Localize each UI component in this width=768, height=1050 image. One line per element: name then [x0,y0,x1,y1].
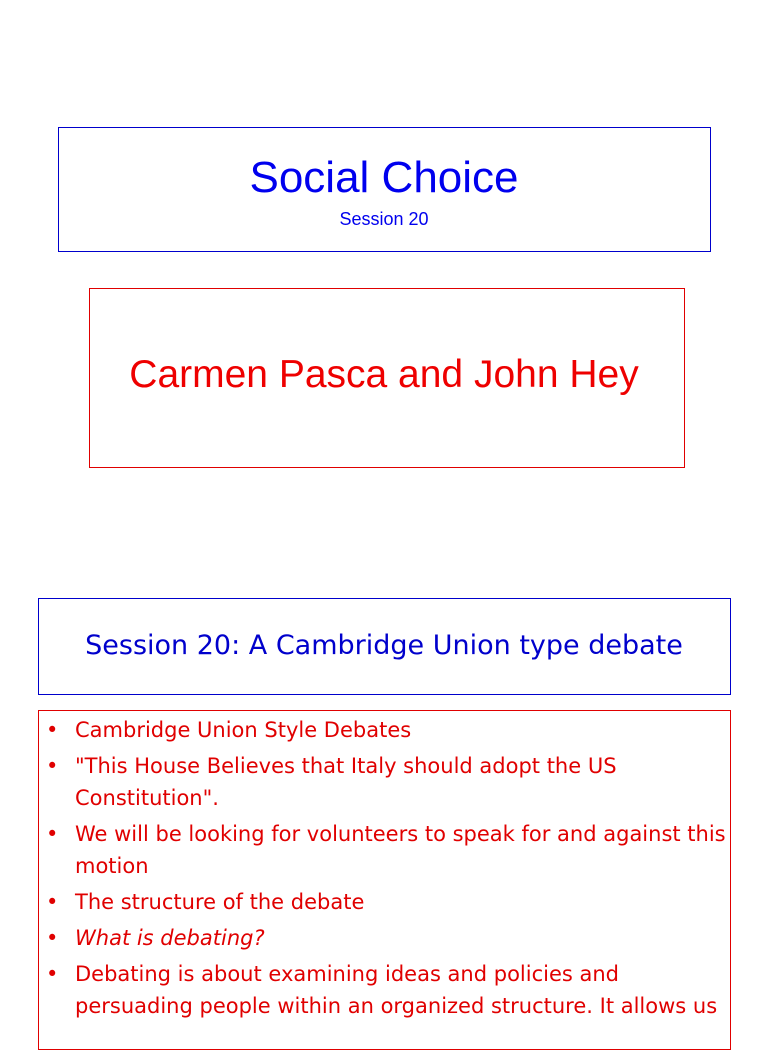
bullet-dot-icon: • [46,926,59,950]
bullet-dot-icon: • [46,890,59,914]
bullet-text: "This House Believes that Italy should adopt the US Constitution". [75,754,617,810]
bullet-item [46,714,726,746]
bullet-dot-icon: • [46,822,59,846]
bullet-item [46,922,726,954]
bullet-item [46,886,726,918]
bullet-text: Cambridge Union Style Debates [75,718,412,742]
bullet-list [46,714,726,1026]
bullet-item [46,958,726,1022]
bullet-text: Debating is about examining ideas and policies and persuading people within an organized structure. It allows us [75,962,718,1018]
slide-main-title: Social Choice [249,153,519,202]
bullet-item [46,818,726,882]
authors-text: Carmen Pasca and John Hey [129,353,639,396]
bullet-dot-icon: • [46,754,59,778]
bullet-dot-icon: • [46,718,59,742]
bullet-dot-icon: • [46,962,59,986]
bullet-text: The structure of the debate [75,890,365,914]
bullet-text: We will be looking for volunteers to speak for and against this motion [75,822,726,878]
bullet-item [46,750,726,814]
slide-subtitle: Session 20 [339,209,429,229]
bullet-text: What is debating? [75,926,265,950]
session-title: Session 20: A Cambridge Union type debate [85,630,683,661]
